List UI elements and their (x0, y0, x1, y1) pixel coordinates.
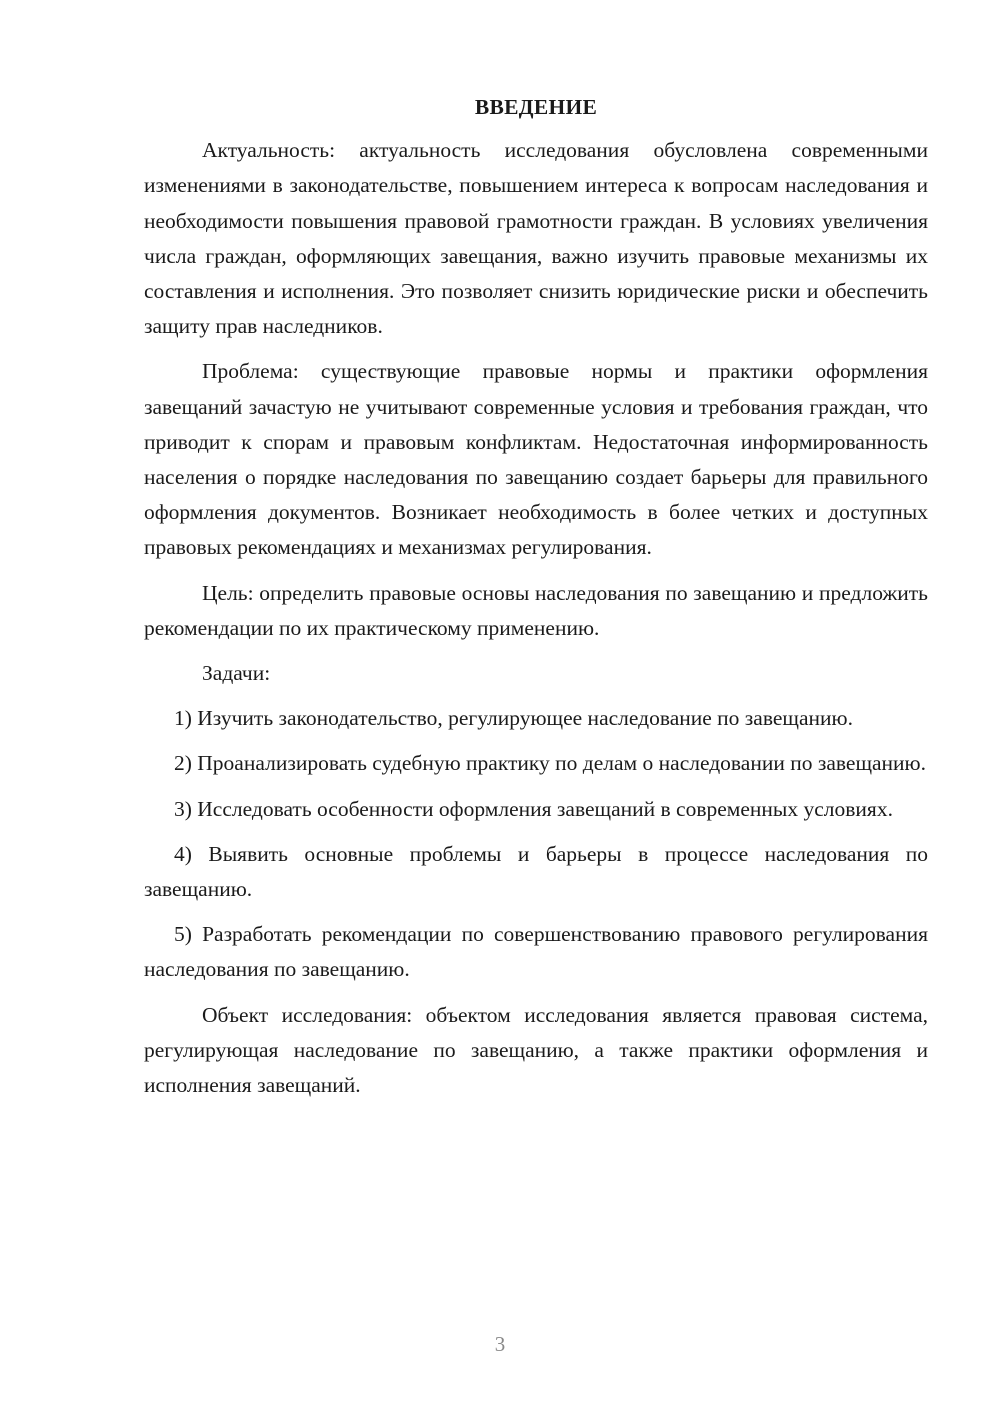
task-item-3: 3) Исследовать особенности оформления завещаний в современных условиях. (174, 796, 893, 821)
object-paragraph: Объект исследования: объектом исследования является правовая система, регулирующая наследование по завещанию, а также практики оформления и исполнения завещаний. (144, 1002, 928, 1098)
goal-paragraph: Цель: определить правовые основы наследования по завещанию и предложить рекомендации по их практическому применению. (144, 580, 928, 640)
task-item-1: 1) Изучить законодательство, регулирующее наследование по завещанию. (174, 706, 853, 731)
page-title: ВВЕДЕНИЕ (474, 95, 598, 119)
page-number: 3 (494, 1332, 506, 1356)
task-item-2: 2) Проанализировать судебную практику по делам о наследовании по завещанию. (174, 751, 926, 776)
relevance-paragraph: Актуальность: актуальность исследования обусловлена современными изменениями в законодательстве, повышением интереса к вопросам наследования и необходимости повышения правовой грамотности граждан. В условиях увеличения числа граждан, оформляющих завещания, важно изучить правовые механизмы их составления и исполнения. Это позволяет снизить юридические риски и обеспечить защиту прав наследников. (144, 138, 928, 339)
task-item-5: 5) Разработать рекомендации по совершенствованию правового регулирования наследования по завещанию. (144, 922, 928, 982)
task-item-4: 4) Выявить основные проблемы и барьеры в процессе наследования по завещанию. (144, 841, 928, 902)
tasks-label: Задачи: (202, 661, 271, 686)
problem-paragraph: Проблема: существующие правовые нормы и практики оформления завещаний зачастую не учитывают современные условия и требования граждан, что приводит к спорам и правовым конфликтам. Недостаточная информированность населения о порядке наследования по завещанию создает барьеры для правильного оформления документов. Возникает необходимость в более четких и доступных правовых рекомендациях и механизмах регулирования. (144, 359, 928, 560)
document-page (144, 90, 928, 1113)
